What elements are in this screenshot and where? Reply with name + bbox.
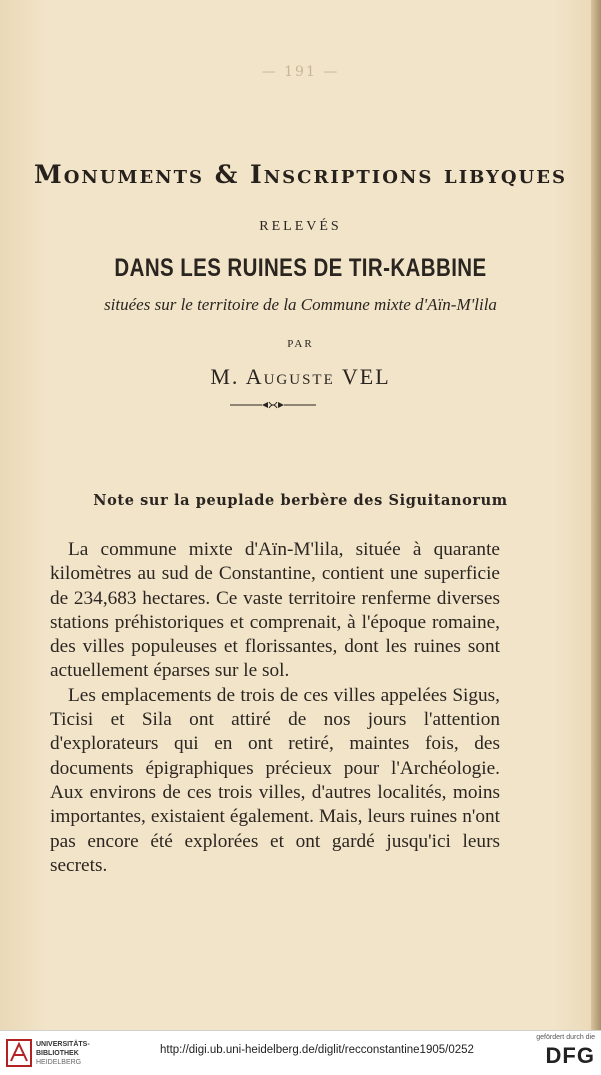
paragraph-2: Les emplacements de trois de ces villes appelées Sigus, Ticisi et Sila ont attiré de nos jours l'attention d'explorateurs qui en ont retiré, maintes fois, des documents épigraphiques précieux pour l'Archéologie. Aux environs de ces trois villes, d'autres localités, moins importantes, existaient également. Mais, leurs ruines n'ont pas encore été explorées et ont gardé jusqu'ici leurs secrets. xyxy=(50,684,500,876)
section-title: Note sur la peuplade berbère des Siguitanorum xyxy=(93,492,508,509)
author-name: M. Auguste VEL xyxy=(210,364,391,389)
viewer-footer xyxy=(0,1030,601,1075)
body-text xyxy=(50,538,500,878)
article-subtitle: DANS LES RUINES DE TIR-KABBINE xyxy=(114,254,487,282)
dfg-wordmark: DFG xyxy=(545,1043,595,1068)
dfg-logo[interactable] xyxy=(515,1033,595,1073)
permalink-url[interactable]: http://digi.ub.uni-heidelberg.de/diglit/recconstantine1905/0252 xyxy=(160,1044,474,1056)
releves-line: RELEVÉS xyxy=(259,219,342,234)
logo-line-3: HEIDELBERG xyxy=(36,1059,82,1066)
library-logo-icon xyxy=(6,1039,32,1067)
location-line: situées sur le territoire de la Commune mixte d'Aïn-M'lila xyxy=(104,295,497,314)
library-logo-text xyxy=(36,1040,126,1067)
ornament-divider-icon xyxy=(228,398,318,412)
paragraph-1: La commune mixte d'Aïn-M'lila, située à quarante kilomètres au sud de Constantine, contient une superficie de 234,683 hectares. Ce vaste territoire renferme diverses stations préhistoriques et comprenait, à l'époque romaine, des villes populeuses et florissantes, dont les ruines sont actuellement éparses sur le sol. xyxy=(50,539,500,682)
article-title: Monuments & Inscriptions libyques xyxy=(34,160,567,189)
university-library-logo[interactable] xyxy=(6,1037,126,1071)
page-edge xyxy=(591,0,601,1030)
funded-by-label: gefördert durch die xyxy=(536,1034,595,1041)
par-line: PAR xyxy=(287,338,314,350)
logo-line-1: UNIVERSITÄTS- xyxy=(36,1041,90,1048)
logo-line-2: BIBLIOTHEK xyxy=(36,1050,79,1057)
page-number-faded: — 191 — xyxy=(261,64,340,80)
